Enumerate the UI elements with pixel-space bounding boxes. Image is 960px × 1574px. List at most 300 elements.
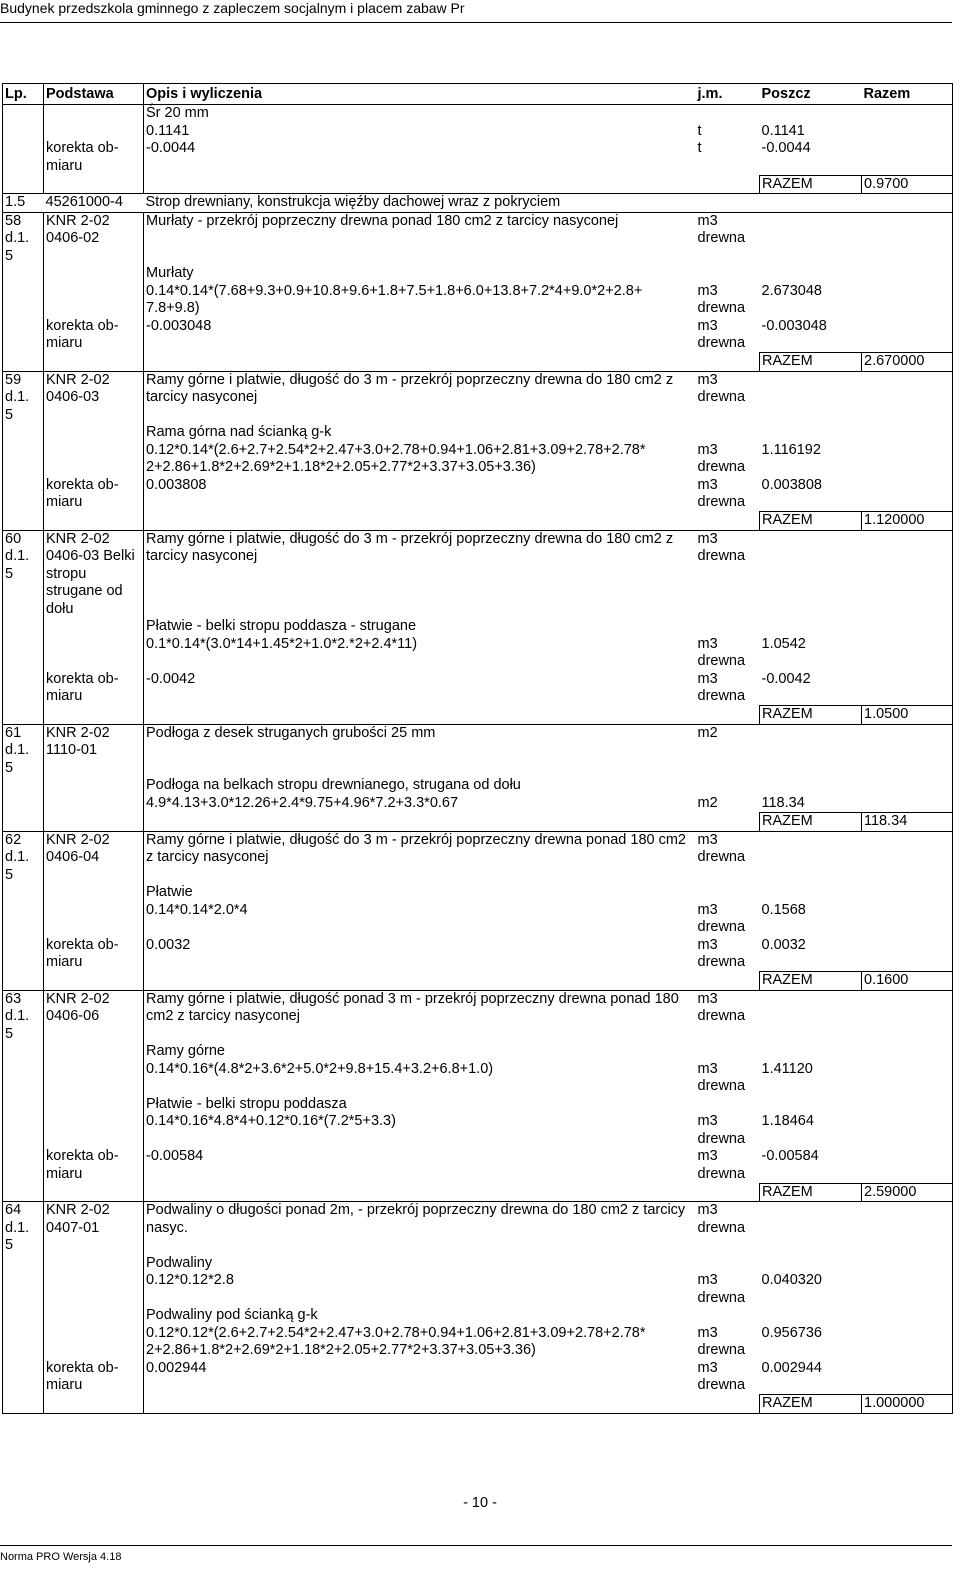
table-row [3, 1061, 953, 1096]
cell-razem: 0.1600 [862, 972, 953, 991]
table-row [3, 1307, 953, 1325]
razem-label: RAZEM [760, 512, 862, 531]
cell-podstawa [44, 902, 144, 937]
cell-opis: Ramy górne [146, 1043, 225, 1059]
table-row [3, 1113, 953, 1148]
razem-label: RAZEM [760, 813, 862, 832]
cell-jm [696, 1395, 760, 1414]
cell-poszcz [760, 1307, 862, 1325]
cell-razem [862, 1061, 953, 1096]
cell-lp [3, 442, 44, 477]
cell-opis [144, 353, 696, 372]
cell-lp [3, 512, 44, 531]
cell-opis: 0.14*0.16*(4.8*2+3.6*2+5.0*2+9.8+15.4+3.2+6.8+1.0) [146, 1060, 494, 1077]
cell-podstawa [44, 1043, 144, 1061]
table-row [3, 831, 953, 884]
cell-opis: 0.002944 [146, 1359, 207, 1376]
cell-razem [862, 105, 953, 123]
cell-poszcz [760, 777, 862, 795]
table-row [3, 1148, 953, 1183]
cell-poszcz: -0.0044 [761, 140, 811, 156]
cell-lp: 62 d.1. 5 [3, 831, 44, 884]
cell-podstawa: korekta ob-miaru [44, 318, 144, 353]
cell-lp [3, 636, 44, 671]
cell-jm: m3 drewna [696, 371, 760, 424]
cell-lp [3, 123, 44, 141]
cell-podstawa: korekta ob-miaru [44, 477, 144, 512]
cell-lp [3, 1148, 44, 1183]
table-row [3, 123, 953, 141]
cell-razem [862, 636, 953, 671]
cell-opis [144, 813, 696, 832]
cell-opis: Podłoga na belkach stropu drewnianego, strugana od dołu [146, 777, 521, 793]
cost-estimate-table [2, 83, 953, 1414]
column-header-lp: Lp. [3, 84, 44, 105]
cell-opis: -0.003048 [146, 317, 212, 334]
cell-razem: 1.0500 [862, 706, 953, 725]
cell-razem [862, 618, 953, 636]
cell-razem [862, 1255, 953, 1273]
cell-razem [862, 477, 953, 512]
cell-opis: Podwaliny o długości ponad 2m, - przekrój poprzeczny drewna do 180 cm2 z tarcicy nasyc. [144, 1202, 696, 1255]
cell-opis: Rama górna nad ścianką g-k [146, 424, 332, 440]
cell-opis: Strop drewniany, konstrukcja więźby dachowej wraz z pokryciem [144, 194, 696, 213]
cell-poszcz: -0.0042 [761, 670, 811, 687]
table-row [3, 530, 953, 618]
cell-jm: m3 drewna [697, 282, 746, 316]
table-row [3, 884, 953, 902]
cell-razem: 2.670000 [862, 353, 953, 372]
cell-opis [144, 512, 696, 531]
footer-text: Norma PRO Wersja 4.18 [0, 1551, 122, 1563]
cell-lp [3, 265, 44, 283]
cell-opis: -0.0044 [146, 140, 196, 156]
cell-razem [862, 1360, 953, 1395]
cell-lp [3, 1061, 44, 1096]
table-row [3, 990, 953, 1043]
table-row [3, 1202, 953, 1255]
razem-row [3, 972, 953, 991]
cell-razem: 1.120000 [862, 512, 953, 531]
cell-opis: Płatwie - belki stropu poddasza [146, 1095, 347, 1112]
cell-podstawa [44, 1325, 144, 1360]
cell-opis [144, 706, 696, 725]
cell-podstawa: KNR 2-02 0406-03 Belki stropu strugane od dołu [44, 530, 144, 618]
cell-opis: -0.0042 [146, 670, 196, 687]
cell-razem [862, 265, 953, 283]
cell-lp [3, 1395, 44, 1414]
cell-razem [862, 671, 953, 706]
cell-podstawa [44, 1113, 144, 1148]
cell-lp [3, 902, 44, 937]
cell-jm: m3 drewna [697, 936, 746, 970]
cell-lp [3, 1183, 44, 1202]
cell-jm [696, 706, 760, 725]
cell-opis: 0.14*0.14*2.0*4 [146, 901, 248, 918]
cell-podstawa: korekta ob-miaru [44, 671, 144, 706]
cell-jm: m2 [696, 724, 760, 777]
cell-lp [3, 813, 44, 832]
cell-jm [696, 777, 760, 795]
table-row [3, 442, 953, 477]
cell-podstawa [44, 265, 144, 283]
cell-jm [696, 1255, 760, 1273]
cell-lp [3, 671, 44, 706]
razem-row [3, 512, 953, 531]
table-row [3, 283, 953, 318]
cell-poszcz [760, 884, 862, 902]
cell-opis: Śr 20 mm [146, 105, 209, 121]
cell-podstawa: 45261000-4 [44, 194, 144, 213]
cell-poszcz [760, 105, 862, 123]
cell-razem: 118.34 [862, 813, 953, 832]
table-row [3, 671, 953, 706]
razem-row [3, 1395, 953, 1414]
cell-razem [862, 140, 953, 175]
cell-podstawa [44, 512, 144, 531]
cell-poszcz [760, 371, 862, 424]
cell-podstawa: korekta ob-miaru [44, 1360, 144, 1395]
column-header-podstawa: Podstawa [44, 84, 144, 105]
cell-opis: 0.12*0.14*(2.6+2.7+2.54*2+2.47+3.0+2.78+0.94+1.06+2.81+3.09+2.78+2.78* 2+2.86+1.8*2+2.69*2+1.18*2+2.05+2.77*2+3.37+3.05+3.36) [146, 441, 646, 475]
table-row [3, 1096, 953, 1114]
cell-jm: m3 drewna [697, 1060, 746, 1094]
cell-lp [3, 1307, 44, 1325]
cell-lp [3, 777, 44, 795]
razem-label: RAZEM [760, 353, 862, 372]
cell-opis: 0.14*0.14*(7.68+9.3+0.9+10.8+9.6+1.8+7.5+1.8+6.0+13.8+7.2*4+9.0*2+2.8+ 7.8+9.8) [146, 282, 643, 316]
cell-jm [696, 175, 760, 194]
razem-row [3, 353, 953, 372]
cell-lp [3, 884, 44, 902]
cell-podstawa [44, 1272, 144, 1307]
page-number: - 10 - [463, 1495, 497, 1511]
cell-jm: m3 drewna [697, 476, 746, 510]
table-row [3, 902, 953, 937]
cell-lp: 1.5 [3, 194, 44, 213]
cell-podstawa: KNR 2-02 0406-04 [44, 831, 144, 884]
cell-podstawa [44, 1061, 144, 1096]
cell-poszcz [760, 1202, 862, 1255]
cell-podstawa: KNR 2-02 0406-02 [44, 212, 144, 265]
cell-razem [862, 212, 953, 265]
cell-razem: 0.9700 [862, 175, 953, 194]
cell-razem [862, 1272, 953, 1307]
cell-opis: Ramy górne i platwie, długość do 3 m - przekrój poprzeczny drewna do 180 cm2 z tarcicy nasyconej [144, 371, 696, 424]
cell-podstawa [44, 706, 144, 725]
cell-jm [696, 618, 760, 636]
cell-jm: m3 drewna [697, 1324, 746, 1358]
cell-jm: m3 drewna [696, 990, 760, 1043]
cell-opis: Murłaty - przekrój poprzeczny drewna ponad 180 cm2 z tarcicy nasyconej [144, 212, 696, 265]
table-row [3, 618, 953, 636]
cell-podstawa: KNR 2-02 0407-01 [44, 1202, 144, 1255]
razem-row [3, 175, 953, 194]
cell-jm [696, 1307, 760, 1325]
cell-poszcz: 0.002944 [761, 1359, 822, 1376]
cell-jm [696, 884, 760, 902]
cell-opis: Podwaliny pod ścianką g-k [146, 1307, 318, 1323]
cell-podstawa [44, 618, 144, 636]
cell-lp [3, 1113, 44, 1148]
table-row [3, 1255, 953, 1273]
cell-poszcz: 1.0542 [761, 635, 806, 652]
cell-podstawa [44, 1096, 144, 1114]
cell-opis: 0.12*0.12*(2.6+2.7+2.54*2+2.47+3.0+2.78+0.94+1.06+2.81+3.09+2.78+2.78* 2+2.86+1.8*2+2.69*2+1.18*2+2.05+2.77*2+3.37+3.05+3.36) [146, 1324, 646, 1358]
cell-lp [3, 1325, 44, 1360]
cell-lp: 58 d.1. 5 [3, 212, 44, 265]
table-row [3, 777, 953, 795]
razem-row [3, 813, 953, 832]
cell-lp [3, 175, 44, 194]
table-row [3, 1325, 953, 1360]
cell-poszcz: 2.673048 [761, 282, 822, 299]
cell-razem [862, 1202, 953, 1255]
cell-jm: m3 drewna [697, 635, 746, 669]
razem-label: RAZEM [760, 706, 862, 725]
table-row [3, 1043, 953, 1061]
cell-lp [3, 1360, 44, 1395]
cell-lp: 59 d.1. 5 [3, 371, 44, 424]
column-header-jm: j.m. [696, 84, 760, 105]
cell-razem [862, 371, 953, 424]
cell-jm: m3 drewna [697, 441, 746, 475]
cell-opis: 0.14*0.16*4.8*4+0.12*0.16*(7.2*5+3.3) [146, 1113, 396, 1129]
cell-lp: 60 d.1. 5 [3, 530, 44, 618]
cell-jm: m3 drewna [697, 1359, 746, 1393]
cell-razem [862, 424, 953, 442]
cell-poszcz [760, 194, 862, 213]
cell-lp [3, 937, 44, 972]
cell-razem [862, 1307, 953, 1325]
cell-lp [3, 140, 44, 175]
cell-jm [696, 1096, 760, 1114]
cell-podstawa [44, 123, 144, 141]
cell-jm: m3 drewna [696, 530, 760, 618]
cell-jm: m3 drewna [697, 1148, 746, 1182]
cell-razem [862, 724, 953, 777]
cell-razem [862, 884, 953, 902]
cell-jm: m3 drewna [697, 1113, 746, 1147]
cell-opis: 0.003808 [146, 476, 207, 493]
cell-opis: Płatwie [146, 884, 193, 900]
table-row [3, 424, 953, 442]
category-row [3, 194, 953, 213]
cell-poszcz [760, 265, 862, 283]
cell-poszcz [760, 530, 862, 618]
cell-opis [144, 972, 696, 991]
cell-poszcz [760, 724, 862, 777]
cell-lp [3, 618, 44, 636]
cell-podstawa [44, 777, 144, 795]
cell-lp [3, 795, 44, 813]
cell-poszcz [760, 424, 862, 442]
cell-jm [696, 512, 760, 531]
cell-poszcz [760, 831, 862, 884]
cell-lp [3, 1096, 44, 1114]
cell-razem [862, 831, 953, 884]
cell-lp [3, 706, 44, 725]
cell-podstawa: korekta ob-miaru [44, 1148, 144, 1183]
table-row [3, 1360, 953, 1395]
cell-opis: Ramy górne i platwie, długość ponad 3 m - przekrój poprzeczny drewna ponad 180 cm2 z tarcicy nasyconej [144, 990, 696, 1043]
cell-jm: m3 drewna [696, 212, 760, 265]
cell-poszcz: 0.0032 [761, 936, 806, 953]
table-row [3, 724, 953, 777]
cell-lp [3, 424, 44, 442]
cell-opis [144, 1395, 696, 1414]
cell-razem [862, 442, 953, 477]
table-row [3, 265, 953, 283]
cell-lp: 61 d.1. 5 [3, 724, 44, 777]
cell-podstawa [44, 353, 144, 372]
cell-podstawa: KNR 2-02 1110-01 [44, 724, 144, 777]
cell-opis: 0.12*0.12*2.8 [146, 1272, 234, 1288]
cell-podstawa [44, 1307, 144, 1325]
cell-lp [3, 105, 44, 123]
cell-podstawa [44, 1395, 144, 1414]
cell-poszcz [760, 1043, 862, 1061]
table-row [3, 636, 953, 671]
table-body [3, 105, 953, 1414]
cell-opis: Ramy górne i platwie, długość do 3 m - przekrój poprzeczny drewna ponad 180 cm2 z tarcicy nasyconej [144, 831, 696, 884]
cell-razem [862, 1325, 953, 1360]
table-row [3, 105, 953, 123]
cell-opis: 4.9*4.13+3.0*12.26+2.4*9.75+4.96*7.2+3.3*0.67 [146, 794, 459, 811]
cell-jm: m3 drewna [697, 1272, 746, 1306]
cell-razem [862, 318, 953, 353]
cell-podstawa: korekta ob-miaru [44, 937, 144, 972]
cell-poszcz [760, 212, 862, 265]
cell-poszcz: 1.116192 [761, 441, 821, 458]
cell-razem [862, 1043, 953, 1061]
cell-jm: m3 drewna [696, 831, 760, 884]
cell-poszcz: 0.1568 [761, 901, 806, 918]
cell-podstawa [44, 283, 144, 318]
cell-jm: m3 drewna [697, 317, 746, 351]
table-row [3, 371, 953, 424]
cell-razem [862, 937, 953, 972]
cell-opis: -0.00584 [146, 1148, 204, 1164]
razem-label: RAZEM [760, 1395, 862, 1414]
cell-opis: Podwaliny [146, 1254, 213, 1271]
column-header-razem: Razem [862, 84, 953, 105]
cell-poszcz [760, 1255, 862, 1273]
cell-poszcz: -0.00584 [761, 1148, 819, 1164]
table-row [3, 318, 953, 353]
table-row [3, 937, 953, 972]
cell-razem [862, 990, 953, 1043]
cell-poszcz: 118.34 [761, 794, 805, 811]
cell-lp [3, 477, 44, 512]
column-header-opis: Opis i wyliczenia [144, 84, 696, 105]
cell-opis: Podłoga z desek struganych grubości 25 mm [144, 724, 696, 777]
cell-lp [3, 1043, 44, 1061]
cell-poszcz: 0.1141 [761, 122, 805, 139]
cell-jm [696, 105, 760, 123]
cell-opis [144, 175, 696, 194]
table-row [3, 212, 953, 265]
cell-podstawa [44, 795, 144, 813]
cell-opis: Ramy górne i platwie, długość do 3 m - przekrój poprzeczny drewna do 180 cm2 z tarcicy nasyconej [144, 530, 696, 618]
cell-jm [696, 424, 760, 442]
document-title: Budynek przedszkola gminnego z zapleczem socjalnym i placem zabaw Pr [0, 0, 465, 16]
cell-razem [862, 194, 953, 213]
cell-podstawa: KNR 2-02 0406-03 [44, 371, 144, 424]
cell-podstawa [44, 175, 144, 194]
cell-jm: m2 [697, 794, 718, 811]
razem-label: RAZEM [760, 972, 862, 991]
cell-razem [862, 1148, 953, 1183]
cell-lp [3, 318, 44, 353]
cell-opis [144, 1183, 696, 1202]
cell-razem [862, 1113, 953, 1148]
cell-poszcz [760, 990, 862, 1043]
cell-jm [696, 1183, 760, 1202]
cell-jm [696, 265, 760, 283]
cell-opis: Murłaty [146, 265, 194, 281]
cell-opis: Płatwie - belki stropu poddasza - strugane [146, 618, 417, 634]
cell-poszcz: 0.003808 [761, 476, 822, 493]
cell-lp [3, 1255, 44, 1273]
cell-podstawa [44, 884, 144, 902]
table-header-row [3, 84, 953, 105]
cell-jm: m3 drewna [696, 1202, 760, 1255]
cell-podstawa: korekta ob-miaru [44, 140, 144, 175]
cell-opis: 0.0032 [146, 936, 191, 953]
cell-lp [3, 972, 44, 991]
cell-razem [862, 795, 953, 813]
cell-jm [696, 353, 760, 372]
cell-lp: 63 d.1. 5 [3, 990, 44, 1043]
cell-razem [862, 777, 953, 795]
cell-podstawa [44, 105, 144, 123]
cell-jm: m3 drewna [697, 901, 746, 935]
cell-jm: t [697, 140, 702, 156]
cell-poszcz: 0.956736 [761, 1324, 822, 1341]
cell-lp: 64 d.1. 5 [3, 1202, 44, 1255]
table-row [3, 477, 953, 512]
cell-opis: 0.1141 [146, 122, 190, 139]
cell-jm [696, 1043, 760, 1061]
header-divider [0, 22, 952, 23]
cell-jm: t [697, 122, 702, 139]
cell-razem: 1.000000 [862, 1395, 953, 1414]
footer-divider [0, 1545, 952, 1546]
cell-razem [862, 123, 953, 141]
cell-lp [3, 283, 44, 318]
razem-row [3, 706, 953, 725]
cell-jm [696, 813, 760, 832]
cell-razem [862, 530, 953, 618]
column-header-poszcz: Poszcz [760, 84, 862, 105]
razem-label: RAZEM [760, 175, 862, 194]
razem-row [3, 1183, 953, 1202]
cell-poszcz [760, 618, 862, 636]
cell-poszcz: 1.18464 [761, 1113, 814, 1129]
cell-poszcz: -0.003048 [761, 317, 827, 334]
cell-podstawa [44, 1255, 144, 1273]
cell-poszcz: 0.040320 [761, 1272, 822, 1288]
cell-razem [862, 902, 953, 937]
cell-podstawa: KNR 2-02 0406-06 [44, 990, 144, 1043]
cell-razem [862, 283, 953, 318]
cell-poszcz: 1.41120 [761, 1060, 813, 1077]
cell-podstawa [44, 1183, 144, 1202]
cell-jm [696, 194, 760, 213]
cell-jm [696, 972, 760, 991]
cell-razem [862, 1096, 953, 1114]
